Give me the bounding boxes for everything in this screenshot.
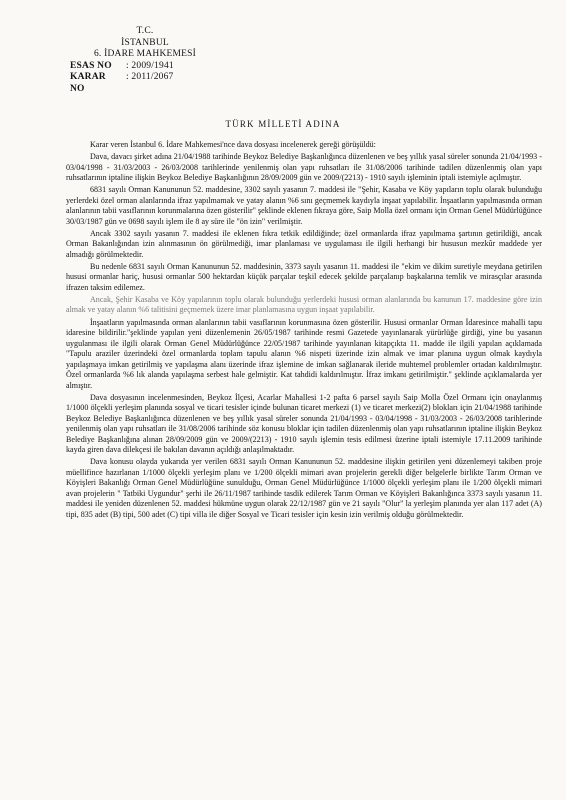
- document-body: [66, 140, 542, 522]
- header-city: İSTANBUL: [121, 37, 169, 48]
- paragraph-case-facts: Dava konusu olayda yukarıda yer verilen 6831 sayılı Orman Kanununun 52. maddesine ilişkin getirilen yeni düzenlemeyi takiben proje müellifince hazırlanan 1/1000 ölçekli yerleşim planı ve 1/200 ölçekli mimari avan projelerin gerekli diğer belgelerle birlikte Tarım Orman ve Köyişleri Bakanlığı Orman Genel Müdürlüğüne sunulduğu, Orman Genel Müdürlüğünce 1/1000 ölçekli yerleşim planı ile 1/200 ölçekli mimari avan projelerin " Tatbiki Uygundur" şerhi ile 26/11/1987 tarihinde tasdik edilerek Tarım Orman ve Köyişleri Bakanlığınca 3373 sayılı yasanın 11. maddesi ile yeniden düzenlenen 52. maddesi hükmüne uygun olarak 22/12/1987 gün ve 21 sayılı "Olur" la yerleşim planında yer alan 117 adet (A) tipi, 835 adet (B) tipi, 500 adet (C) tipi villa ile diğer Sosyal ve Ticari tesisler için kesin izin verilmiş olduğu görülmektedir.: [66, 457, 542, 519]
- karar-label: KARAR NO: [70, 72, 106, 94]
- paragraph-law-6831: 6831 sayılı Orman Kanununun 52. maddesine, 3302 sayılı yasanın 7. maddesi ile "Şehir, Kasaba ve Köy yapıların toplu olarak bulunduğu yerlerdeki özel orman alanlarında ifraz yapılmamak ve yatay alanın %6 sını geçmemek kaydıyla inşaat yapılabilir. İnşaatların yapılmasında orman alanlarının tabii vasıflarının korunmalarına özen gösterilir" şeklinde eklenen fıkraya göre, Saip Molla özel ormanı için Orman Genel Müdürlüğünce 30/03/1987 gün ve 0698 sayılı işlem ile 8 ay süre ile "ön izin" verilmiştir.: [66, 185, 542, 226]
- paragraph-law-3302: Ancak 3302 sayılı yasanın 7. maddesi ile eklenen fıkra tetkik edildiğinde; özel ormanlarda ifraz yapılmama şartının getirildiği, ancak Orman Bakanlığından izin alınmasının ön görülmediği, imar planlaması ve uygulaması ile ilgili herhangi bir hususun mezkûr maddede yer almadığı görülmektedir.: [66, 228, 542, 259]
- document-header: [70, 26, 220, 95]
- paragraph-faded: Ancak, Şehir Kasaba ve Köy yapılarının toplu olarak bulunduğu yerlerdeki hususi orman alanlarında bu kanunun 17. maddesine göre izin almak ve yatay alanın %6 talitisini geçmemek üzere imar planlamasına uygun inşaat yapılabilir.: [66, 294, 542, 315]
- header-court: 6. İDARE MAHKEMESİ: [93, 49, 197, 59]
- esas-label: ESAS NO: [70, 60, 112, 71]
- paragraph-construction: İnşaatların yapılmasında orman alanlarının tabii vasıflarının korunmasına özen gösterilir. Hususi ormanlar Orman İdaresince mahalli tapu idaresine bildirilir."şeklinde yapılan yeni düzenlemenin 26/05/1987 tarihinde resmi Gazetede yayınlanarak yürürlüğe girdiği, yine bu yasanın uygulanması ile ilgili olarak Orman Genel Müdürlüğünce 22/05/1987 tarihinde yayınlanan kitapçıkta 11. madde ile ilgili yapılan açıklamada "Tapulu araziler üzerindeki özel ormanlarda toplam tapulu alanın %6 nispeti üzerinde izin almak ve imar planına uygun olmak kaydıyla yapılaşmaya imkan getirilmiş ve yapılaşma alanı üzerinde ifraz işlemine de imkan sağlanarak ileride muhtemel problemler ortadan kaldırılmıştır. Özel ormanlarda %6 lık alanda yapılaşma serbest hale gelmiştir. Kat tahdidi kaldırılmıştır. İfraz imkanı getirilmiştir." şeklinde açıklamalarda yer almıştır.: [66, 317, 542, 390]
- karar-value: : 2011/2067: [126, 72, 174, 82]
- karar-row: [70, 72, 220, 95]
- esas-value: : 2009/1941: [126, 60, 174, 71]
- paragraph-file-review: Dava dosyasının incelenmesinden, Beykoz İlçesi, Acarlar Mahallesi 1-2 pafta 6 parsel sayılı Saip Molla Özel Ormanı için onaylanmış 1/1000 ölçekli yerleşim planında sosyal ve ticari tesisler içinde bulunan ticaret merkezi (1) ve ticaret merkezi(2) blokları için 21/04/1988 tarihinde Beykoz Belediye Başkanlığınca düzenlenen ve beş yıllık yasal süreler sonunda 21/04/1993 - 03/04/1998 - 31/03/2003 - 26/03/2008 tarihlerinde yenilenmiş olan yapı ruhsatları ile 31/08/2006 tarihinde söz konusu bloklar için tadilen düzenlenmiş olan yapı ruhsatlarının iptaline ilişkin Beykoz Belediye Başkanlığına alınan 28/09/2009 gün ve 2009/(2213) - 1910 sayılı işlemin tesis edilmesi üzerine iptali istemiyle 17.11.2009 tarihinde kayda giren dava dilekçesi ile bakılan davanın açıldığı anlaşılmaktadır.: [66, 392, 542, 455]
- paragraph-case: Dava, davacı şirket adına 21/04/1988 tarihinde Beykoz Belediye Başkanlığınca düzenlenen ve beş yıllık yasal süreler sonunda 21/04/1993 - 03/04/1998 - 31/03/2003 - 26/03/2008 tarihlerinde yenilenmiş olan yapı ruhsatları ile 31/08/2006 tarihinde tadilen düzenlenmiş olan yapı ruhsatlarının iptaline ilişkin Beykoz Belediye Başkanlığının 28/09/2009 gün ve 2009/(2213) - 1910 sayılı işleminin iptali istemiyle açılmıştır.: [66, 152, 542, 183]
- header-tc: T.C.: [136, 26, 154, 36]
- paragraph-law-3373: Bu nedenle 6831 sayılı Orman Kanununun 52. maddesinin, 3373 sayılı yasanın 11. maddesi ile "ekim ve dikim suretiyle meydana getirilen hususi ormanlar hariç, hususi ormanlar 500 hektardan küçük parçalar teşkil edecek şekilde parçalanıp başkalarına temlik ve mirasçılar arasında ifrazen taksim edilemez.: [66, 261, 542, 292]
- document-title: TÜRK MİLLETİ ADINA: [225, 119, 341, 129]
- paragraph-intro: Karar veren İstanbul 6. İdare Mahkemesi'nce dava dosyası incelenerek gereği görüşüldü:: [90, 140, 376, 149]
- esas-row: [70, 61, 220, 73]
